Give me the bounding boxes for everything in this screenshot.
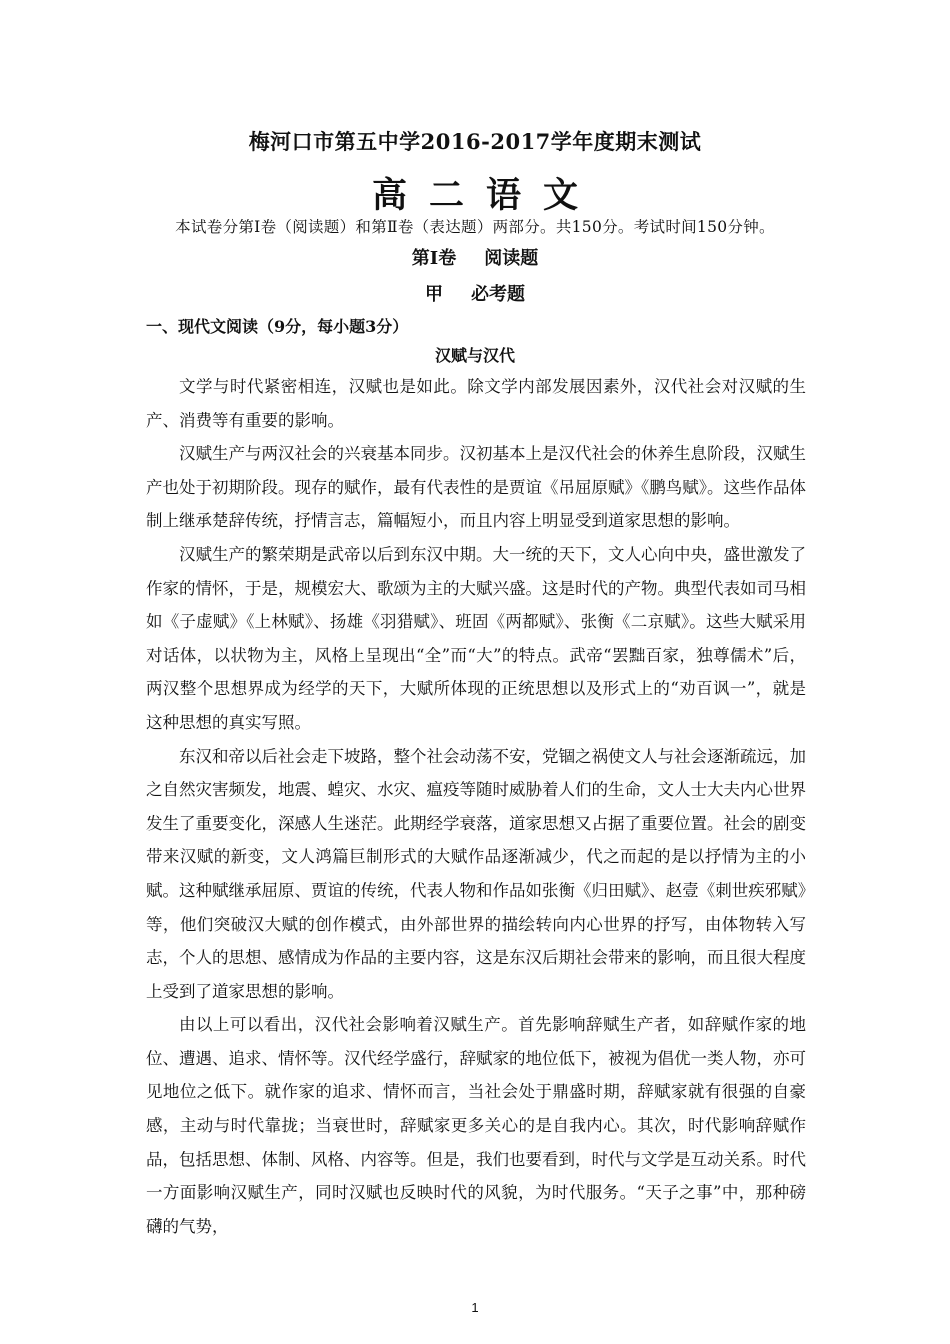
paragraph: 由以上可以看出，汉代社会影响着汉赋生产。首先影响辞赋生产者，如辞赋作家的地位、遭遇、追求、情怀等。汉代经学盛行，辞赋家的地位低下，被视为倡优一类人物，亦可见地位之低下。就作家的追求、情怀而言，当社会处于鼎盛时期，辞赋家就有很强的自豪感，主动与时代靠拢；当衰世时，辞赋家更多关心的是自我内心。其次，时代影响辞赋作品，包括思想、体制、风格、内容等。但是，我们也要看到，时代与文学是互动关系。时代一方面影响汉赋生产，同时汉赋也反映时代的风貌，为时代服务。“天子之事”中，那种磅礴的气势，	[146, 1015, 806, 1236]
paragraph: 汉赋生产与两汉社会的兴衰基本同步。汉初基本上是汉代社会的休养生息阶段，汉赋生产也处于初期阶段。现存的赋作，最有代表性的是贾谊《吊屈原赋》《鹏鸟赋》。这些作品体制上继承楚辞传统，抒情言志，篇幅短小，而且内容上明显受到道家思想的影响。	[146, 444, 806, 531]
volume-name: 阅读题	[484, 248, 539, 269]
part-label: 甲	[425, 284, 443, 305]
exam-intro: 本试卷分第Ⅰ卷（阅读题）和第Ⅱ卷（表达题）两部分。共150分。考试时间150分钟。	[175, 218, 775, 236]
paragraph: 文学与时代紧密相连，汉赋也是如此。除文学内部发展因素外，汉代社会对汉赋的生产、消费等有重要的影响。	[146, 377, 806, 430]
section-heading: 一、现代文阅读（9分，每小题3分）	[146, 317, 409, 336]
essay-body	[146, 370, 806, 1243]
part-name: 必考题	[471, 284, 525, 305]
volume-label: 第Ⅰ卷	[411, 248, 457, 269]
subject-title: 高二语文	[371, 175, 600, 216]
page-number: 1	[471, 1300, 479, 1315]
essay-title: 汉赋与汉代	[434, 346, 515, 365]
paragraph: 汉赋生产的繁荣期是武帝以后到东汉中期。大一统的天下，文人心向中央，盛世激发了作家的情怀，于是，规模宏大、歌颂为主的大赋兴盛。这是时代的产物。典型代表如司马相如《子虚赋》《上林赋》、扬雄《羽猎赋》、班固《两都赋》、张衡《二京赋》。这些大赋采用对话体，以状物为主，风格上呈现出“全”而“大”的特点。武帝“罢黜百家，独尊儒术”后，两汉整个思想界成为经学的天下，大赋所体现的正统思想以及形式上的“劝百讽一”，就是这种思想的真实写照。	[146, 544, 806, 732]
part-heading	[0, 280, 950, 306]
exam-title: 梅河口市第五中学2016-2017学年度期末测试	[248, 129, 702, 154]
volume-heading	[0, 244, 950, 270]
paragraph: 东汉和帝以后社会走下坡路，整个社会动荡不安，党锢之祸使文人与社会逐渐疏远，加之自然灾害频发，地震、蝗灾、水灾、瘟疫等随时威胁着人们的生命，文人士大夫内心世界发生了重要变化，深感人生迷茫。此期经学衰落，道家思想又占据了重要位置。社会的剧变带来汉赋的新变，文人鸿篇巨制形式的大赋作品逐渐减少，代之而起的是以抒情为主的小赋。这种赋继承屈原、贾谊的传统，代表人物和作品如张衡《归田赋》、赵壹《刺世疾邪赋》等，他们突破汉大赋的创作模式，由外部世界的描绘转向内心世界的抒写，由体物转入写志，个人的思想、感情成为作品的主要内容，这是东汉后期社会带来的影响，而且很大程度上受到了道家思想的影响。	[146, 746, 806, 1001]
